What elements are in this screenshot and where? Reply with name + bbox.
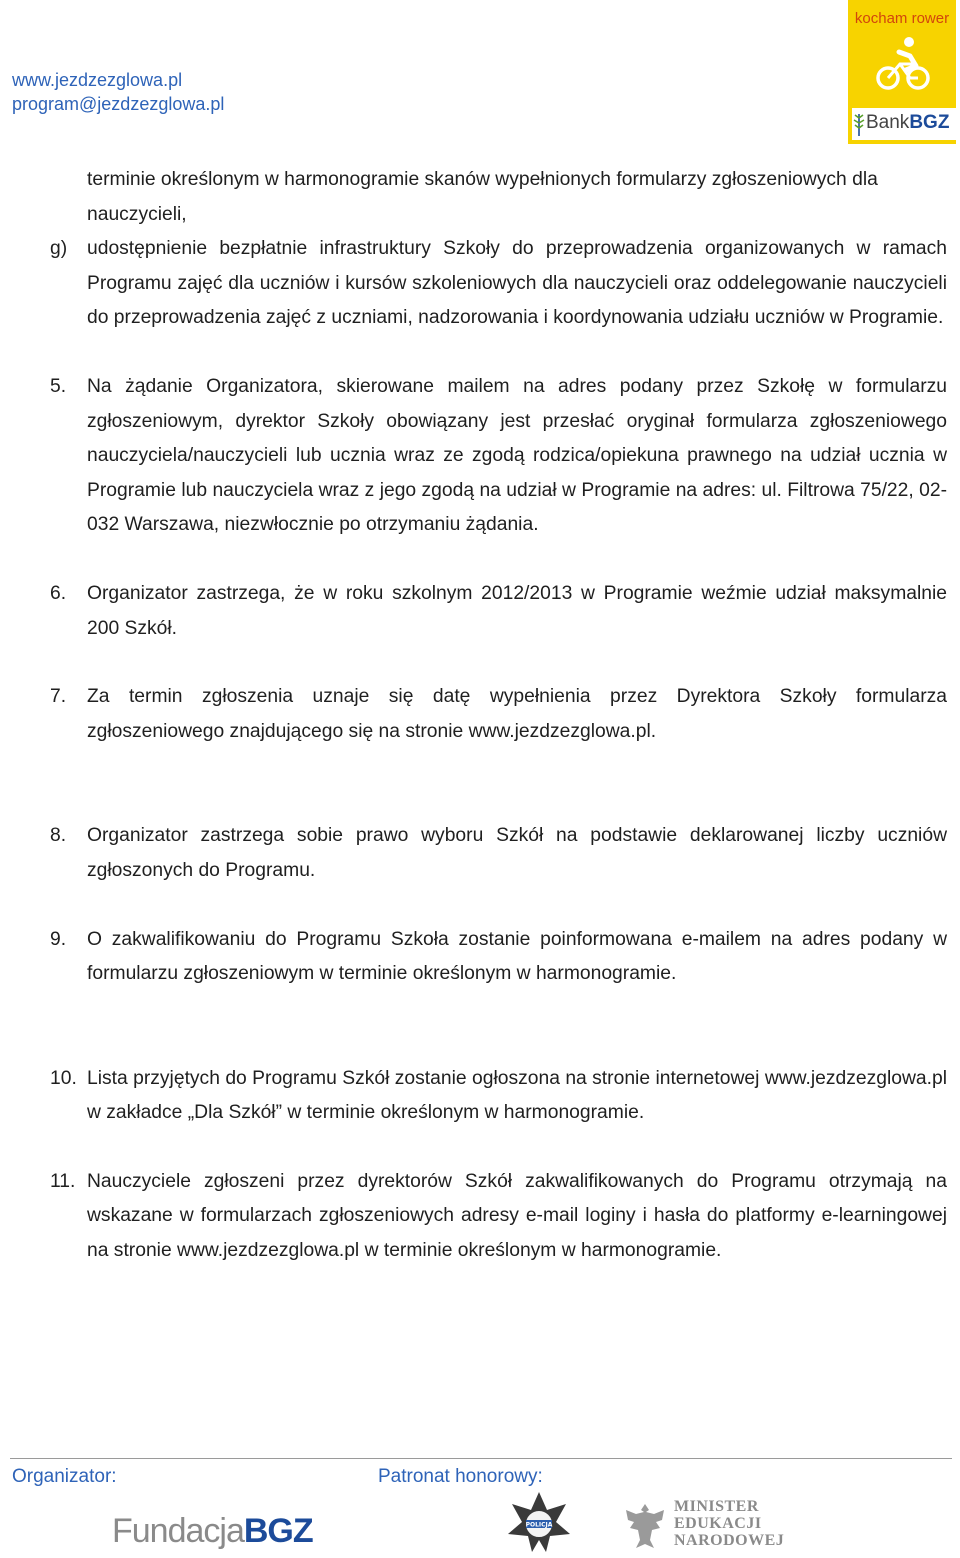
website-link[interactable]: www.jezdzezglowa.pl: [12, 70, 183, 90]
paragraph-text: terminie określonym w harmonogramie skanów wypełnionych formularzy zgłoszeniowych dla nauczycieli,: [87, 169, 878, 225]
paragraph-text: Organizator zastrzega sobie prawo wyboru Szkół na podstawie deklarowanej liczby uczniów zgłoszonych do Programu.: [87, 825, 947, 881]
paragraph-text: Za termin zgłoszenia uznaje się datę wypełnienia przez Dyrektora Szkoły formularza zgłoszeniowego znajdującego się na stronie www.jezdzezglowa.pl.: [87, 686, 947, 742]
footer-divider: [10, 1458, 952, 1459]
paragraph-text: Lista przyjętych do Programu Szkół zostanie ogłoszona na stronie internetowej www.jezdzezglowa.pl w zakładce „Dla Szkół” w terminie określonym w harmonogramie.: [87, 1067, 947, 1124]
ministry-logo: [622, 1496, 792, 1554]
paragraph-continuation: [50, 163, 947, 232]
paragraph-9: [50, 923, 947, 992]
paragraph-6: [50, 577, 947, 646]
paragraph-marker: 10.: [50, 1067, 77, 1089]
paragraph-marker: 8.: [50, 825, 67, 847]
bank-bgz-logo: [852, 108, 956, 140]
paragraph-marker: g): [50, 238, 68, 260]
bank-prefix: Bank: [866, 112, 910, 133]
paragraph-8: [50, 819, 947, 888]
paragraph-text: O zakwalifikowaniu do Programu Szkoła zostanie poinformowana e-mailem na adres podany w formularzu zgłoszeniowym w terminie określonym w harmonogramie.: [87, 928, 947, 985]
ministry-text: [674, 1498, 784, 1549]
paragraph-text: Na żądanie Organizatora, skierowane mailem na adres podany przez Szkołę w formularzu zgłoszeniowym, dyrektor Szkoły obowiązany jest przesłać oryginał formularza zgłoszeniowego nauczyciela/nauczycieli lub ucznia wraz ze zgodą rodzica/opiekuna prawnego na udział ucznia w Programie lub nauczyciela wraz z jego zgodą na udział w Programie na adres: ul. Filtrowa 75/22, 02-032 Warszawa, niezwłocznie po otrzymaniu żądania.: [87, 375, 947, 536]
paragraph-marker: 7.: [50, 686, 67, 708]
police-badge-text: POLICJA: [525, 1521, 553, 1529]
fund-logo-prefix: Fundacja: [112, 1512, 244, 1550]
paragraph-5: [50, 370, 947, 543]
kocham-rower-logo: [848, 0, 956, 144]
patronage-label: Patronat honorowy:: [378, 1466, 543, 1487]
organizer-label: Organizator:: [12, 1466, 117, 1487]
eagle-emblem-icon: [622, 1500, 668, 1552]
ministry-line: MINISTER: [674, 1498, 759, 1515]
paragraph-marker: 5.: [50, 375, 67, 397]
ministry-line: NARODOWEJ: [674, 1532, 785, 1549]
paragraph-marker: 9.: [50, 928, 67, 950]
fundacja-bgz-logo: [112, 1512, 313, 1551]
document-body: [50, 163, 947, 1269]
logo-tagline: kocham rower: [854, 10, 950, 27]
fund-logo-name: BGZ: [243, 1512, 313, 1550]
paragraph-text: Nauczyciele zgłoszeni przez dyrektorów Szkół zakwalifikowanych do Programu otrzymają na wskazane w formularzach zgłoszeniowych adresy e-mail loginy i hasła do platformy e-learningowej na stronie www.jezdzezglowa.pl w terminie określonym w harmonogramie.: [87, 1170, 947, 1262]
bank-brand: BGZ: [909, 112, 950, 133]
ministry-line: EDUKACJI: [674, 1515, 762, 1532]
paragraph-text: udostępnienie bezpłatnie infrastruktury Szkoły do przeprowadzenia organizowanych w ramach Programu zajęć dla uczniów i kursów szkoleniowych dla nauczycieli oraz oddelegowanie nauczycieli do przeprowadzenia zajęć z uczniami, nadzorowania i koordynowania udziału uczniów w Programie.: [87, 238, 947, 329]
police-star-badge-icon: [504, 1490, 574, 1554]
paragraph-10: [50, 1062, 947, 1131]
paragraph-text: Organizator zastrzega, że w roku szkolnym 2012/2013 w Programie weźmie udział maksymalnie 200 Szkół.: [87, 582, 947, 639]
paragraph-g: [50, 232, 947, 336]
header-contact: [12, 68, 224, 116]
paragraph-11: [50, 1165, 947, 1269]
paragraph-7: [50, 680, 947, 749]
email-link[interactable]: program@jezdzezglowa.pl: [12, 94, 225, 114]
bank-name: [866, 112, 949, 134]
bicycle-icon: [876, 34, 930, 92]
paragraph-marker: 6.: [50, 582, 67, 604]
paragraph-marker: 11.: [50, 1170, 76, 1192]
wheat-icon: [852, 112, 866, 136]
